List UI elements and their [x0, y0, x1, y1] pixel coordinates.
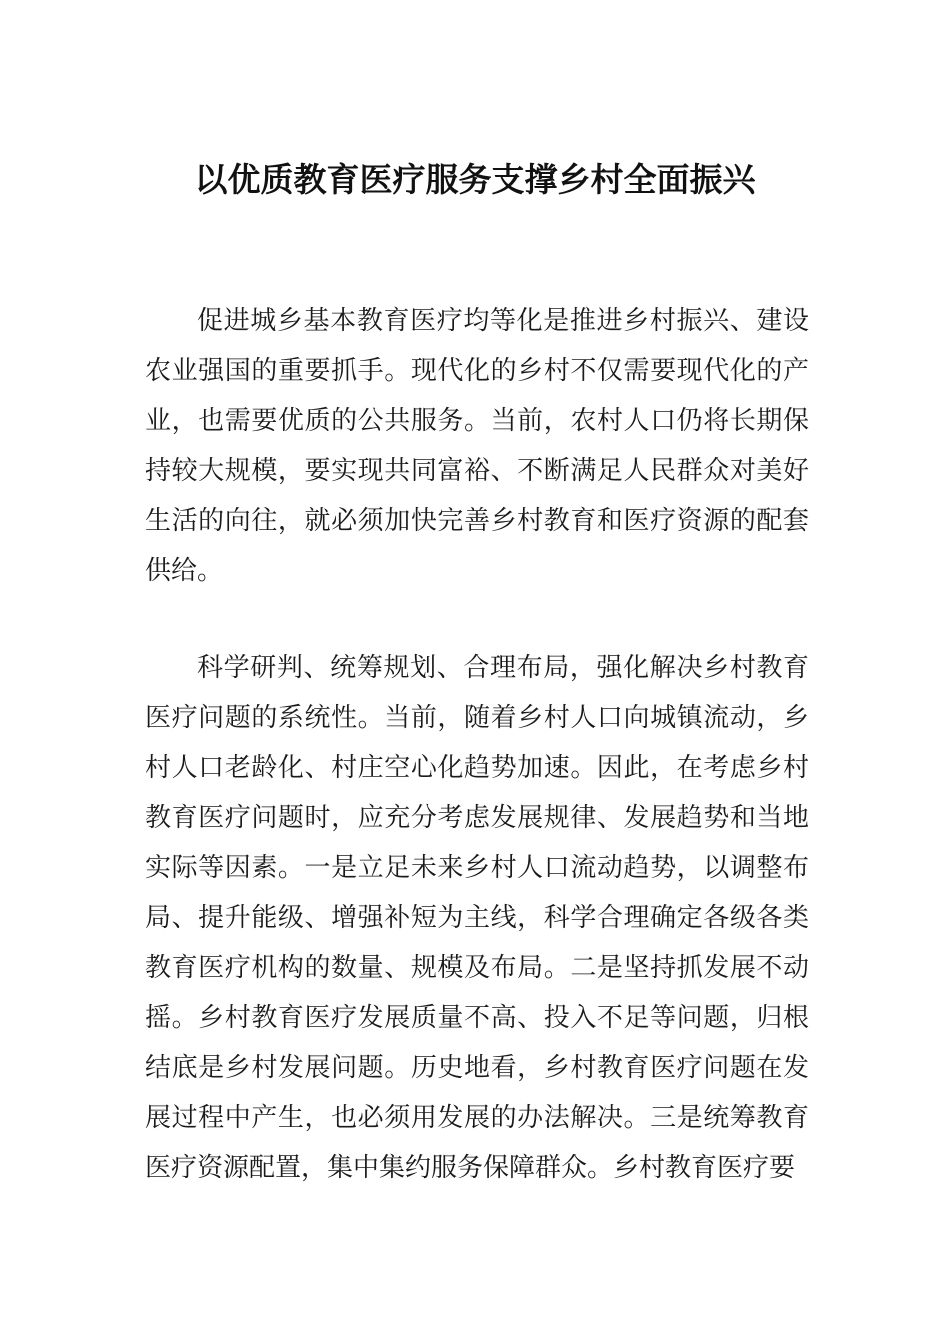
document-title: 以优质教育医疗服务支撑乡村全面振兴: [194, 160, 756, 199]
paragraph-1: 促进城乡基本教育医疗均等化是推进乡村振兴、建设农业强国的重要抓手。现代化的乡村不仅需要现代化的产业，也需要优质的公共服务。当前，农村人口仍将长期保持较大规模，要实现共同富裕、不断满足人民群众对美好生活的向往，就必须加快完善乡村教育和医疗资源的配套供给。: [145, 306, 809, 586]
paragraph-2: 科学研判、统筹规划、合理布局，强化解决乡村教育医疗问题的系统性。当前，随着乡村人口向城镇流动，乡村人口老龄化、村庄空心化趋势加速。因此，在考虑乡村教育医疗问题时，应充分考虑发展规律、发展趋势和当地实际等因素。一是立足未来乡村人口流动趋势，以调整布局、提升能级、增强补短为主线，科学合理确定各级各类教育医疗机构的数量、规模及布局。二是坚持抓发展不动摇。乡村教育医疗发展质量不高、投入不足等问题，归根结底是乡村发展问题。历史地看，乡村教育医疗问题在发展过程中产生，也必须用发展的办法解决。三是统筹教育医疗资源配置，集中集约服务保障群众。乡村教育医疗要: [145, 653, 809, 1183]
